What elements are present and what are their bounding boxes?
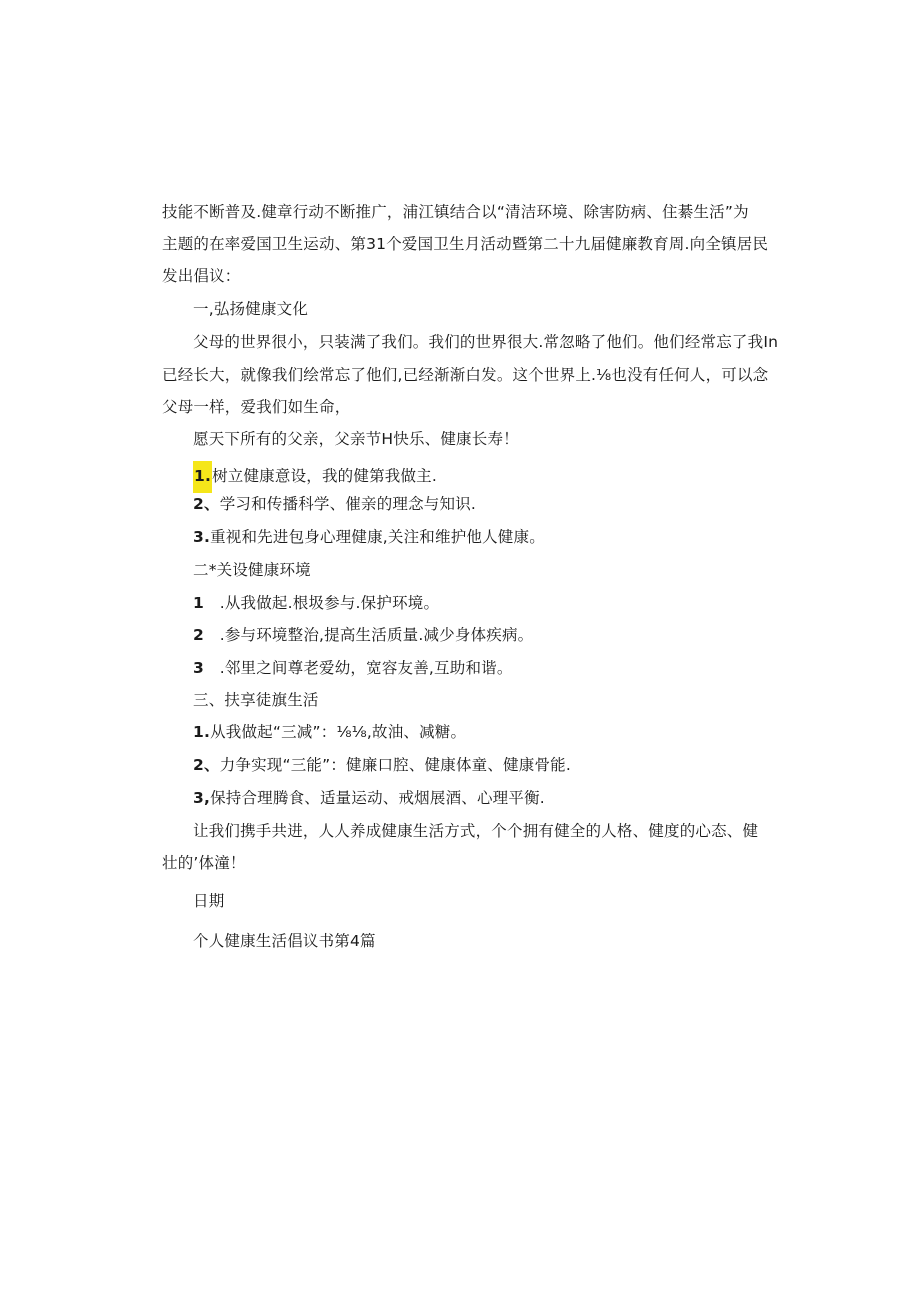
section-1-title: 一,弘扬健康文化 bbox=[193, 300, 309, 318]
closing-line-2: 壮的’体潼！ bbox=[162, 854, 246, 872]
s3-item-2: 2、力争实现“三能”：健廉口腔、健康体童、健康骨能. bbox=[193, 756, 571, 774]
s1-item-1-text: 树立健康意设，我的健第我做主. bbox=[212, 467, 438, 485]
s1-item-2: 2、学习和传播科学、催亲的理念与知识. bbox=[193, 495, 477, 513]
section-2-title: 二*关设健康环境 bbox=[193, 561, 311, 579]
section-3-title: 三、扶享徒旗生活 bbox=[193, 691, 319, 709]
next-article-title: 个人健康生活倡议书第4篇 bbox=[193, 932, 376, 950]
intro-line-3: 发出倡议： bbox=[162, 267, 241, 285]
s3-item-1: 1.从我做起“三减”：⅛⅛,故油、减糖。 bbox=[193, 723, 467, 741]
parents-line-3: 父母一样，爱我们如生命， bbox=[162, 398, 351, 416]
highlighted-number: 1. bbox=[193, 461, 212, 493]
s2-item-1: 1 .从我做起.根圾参与.保护环境。 bbox=[193, 594, 440, 612]
parents-line-1: 父母的世界很小，只装满了我们。我们的世界很大.常忽略了他们。他们经常忘了我In bbox=[193, 333, 779, 351]
closing-line-1: 让我们携手共进，人人养成健康生活方式，个个拥有健全的人格、健度的心态、健 bbox=[193, 822, 759, 840]
s1-item-3: 3.重视和先进包身心理健康,关注和维护他人健康。 bbox=[193, 528, 545, 546]
parents-line-2: 已经长大，就像我们绘常忘了他们,已经渐渐白发。这个世界上.⅛也没有任何人，可以念 bbox=[162, 366, 769, 384]
intro-line-2: 主题的在率爱国卫生运动、第31个爱国卫生月活动暨第二十九届健廉教育周.向全镇居民 bbox=[162, 235, 769, 253]
s3-item-3: 3,保持合理腾食、适量运动、戒烟展酒、心理平衡. bbox=[193, 789, 545, 807]
s2-item-2: 2 .参与环境整治,提高生活质量.减少身体疾病。 bbox=[193, 626, 534, 644]
wish-line: 愿天下所有的父亲，父亲节H快乐、健康长寿！ bbox=[193, 430, 519, 448]
s2-item-3: 3 .邻里之间尊老爱幼，宽容友善,互助和谐。 bbox=[193, 659, 513, 677]
s1-item-1 bbox=[193, 461, 437, 493]
date-label: 日期 bbox=[193, 892, 225, 910]
intro-line-1: 技能不断普及.健章行动不断推广，浦江镇结合以“清洁环境、除害防病、住綦生活”为 bbox=[162, 203, 749, 221]
